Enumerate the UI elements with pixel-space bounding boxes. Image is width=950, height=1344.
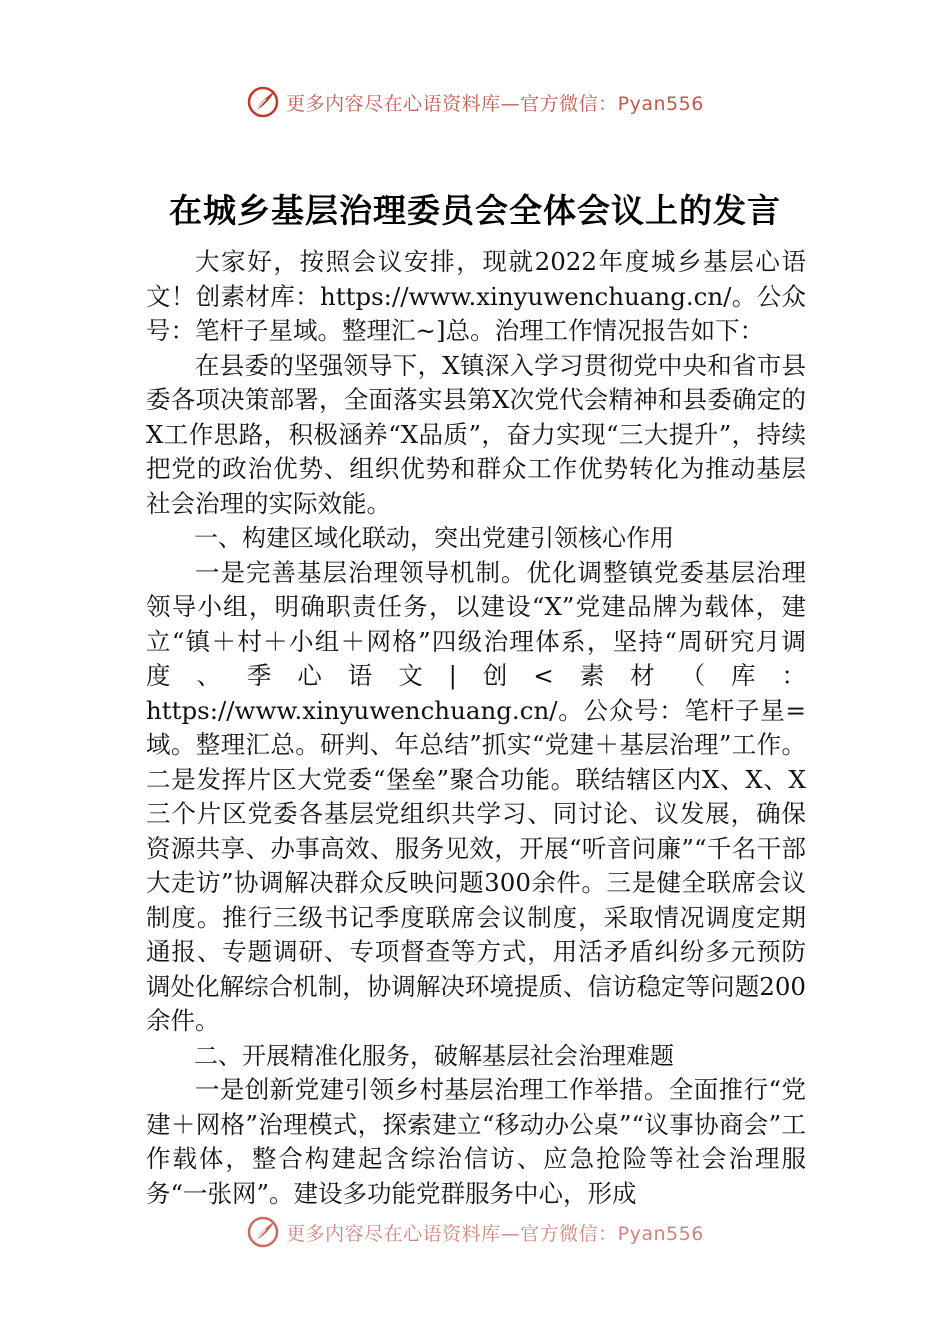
watermark-footer <box>0 1212 950 1252</box>
intro-paragraph: 大家好，按照会议安排，现就2022年度城乡基层心语文！创素材库：https://www.xinyuwenchuang.cn/。公众号：笔杆子星域。整理汇~]总。治理工作情况报告如下： <box>146 247 806 345</box>
overview-paragraph: 在县委的坚强领导下，X镇深入学习贯彻党中央和省市县委各项决策部署，全面落实县第X次党代会精神和县委确定的X工作思路，积极涵养“X品质”，奋力实现“三大提升”，持续把党的政治优势、组织优势和群众工作优势转化为推动基层社会治理的实际效能。 <box>146 350 806 518</box>
document-body <box>146 245 806 1211</box>
document-title: 在城乡基层治理委员会全体会议上的发言 <box>169 191 781 230</box>
watermark-header <box>0 82 950 122</box>
watermark-text: 更多内容尽在心语资料库—官方微信：Pyan556 <box>286 92 704 115</box>
quill-logo-icon <box>246 85 280 119</box>
section-paragraph-1: 一是完善基层治理领导机制。优化调整镇党委基层治理领导小组，明确职责任务，以建设“X”党建品牌为载体，建立“镇＋村＋小组＋网格”四级治理体系，坚持“周研究月调度、季心语文|创<素材（库：https://www.xinyuwenchuang.cn/。公众号：笔杆子星=域。整理汇总。研判、年总结”抓实“党建＋基层治理”工作。二是发挥片区大党委“堡垒”聚合功能。联结辖区内X、X、X三个片区党委各基层党组织共学习、同讨论、议发展，确保资源共享、办事高效、服务见效，开展“听音问廉”“千名干部大走访”协调解决群众反映问题300余件。三是健全联席会议制度。推行三级书记季度联席会议制度，采取情况调度定期通报、专题调研、专项督查等方式，用活矛盾纠纷多元预防调处化解综合机制，协调解决环境提质、信访稳定等问题200余件。 <box>146 557 806 1035</box>
section-heading-1: 一、构建区域化联动，突出党建引领核心作用 <box>194 524 674 552</box>
watermark-text: 更多内容尽在心语资料库—官方微信：Pyan556 <box>286 1222 704 1245</box>
section-heading-2: 二、开展精准化服务，破解基层社会治理难题 <box>194 1041 674 1070</box>
quill-logo-icon <box>246 1215 280 1249</box>
section-paragraph-2: 一是创新党建引领乡村基层治理工作举措。全面推行“党建＋网格”治理模式，探索建立“移动办公桌”“议事协商会”工作载体，整合构建起含综治信访、应急抢险等社会治理服务“一张网”。建设多功能党群服务中心，形成 <box>146 1075 806 1208</box>
